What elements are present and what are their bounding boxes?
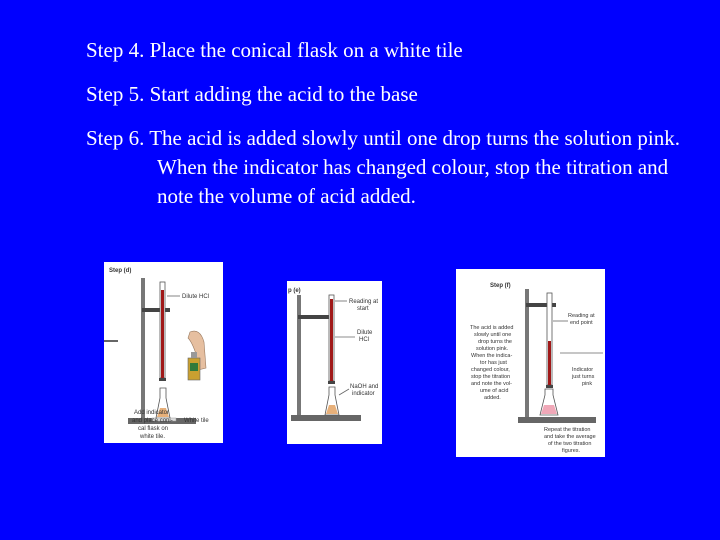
retort-stand-base (518, 417, 596, 423)
retort-stand-rod (297, 295, 301, 419)
panel2-acid-line: HCl (359, 337, 369, 343)
burette-clamp (142, 308, 170, 312)
panel3-left-line: When the indica- (471, 353, 513, 359)
step-6-text: Step 6. The acid is added slowly until one drop turns the solution pink. When the indicator has changed colour, stop the titration and note the volume of acid added. (86, 126, 680, 208)
step-4-text: Step 4. Place the conical flask on a white tile (86, 38, 463, 62)
panel1-acid-label: Dilute HCl (182, 294, 210, 300)
burette-acid (161, 290, 164, 378)
panel2-naoh-line: NaOH and (350, 384, 379, 390)
panel1-caption-line: Add indicator (134, 410, 170, 416)
titration-figure-step-f (456, 269, 605, 457)
panel3-reading-line: end point (570, 320, 593, 326)
panel2-reading-line: start (357, 306, 369, 312)
panel1-step-label: Step (d) (109, 268, 132, 274)
indicator-bottle-label (190, 363, 198, 371)
panel1-caption-line: cal flask on (138, 426, 169, 432)
burette-tap (159, 378, 166, 381)
burette-tap (546, 385, 553, 388)
panel3-left-line: drop turns the (478, 339, 512, 345)
burette-acid (548, 341, 551, 385)
panel2-acid-line: Dilute (357, 330, 373, 336)
titration-figure-step-d (104, 262, 223, 443)
panel1-caption-line: and place coni- (132, 418, 173, 424)
panel3-left-line: changed colour, (471, 367, 510, 373)
titration-figure-step-e (287, 281, 382, 444)
panel3-indicator-line: Indicator (572, 367, 594, 373)
burette-acid (330, 299, 333, 381)
panel1-tile-label: White tile (184, 418, 209, 424)
panel3-step-label: Step (f) (490, 283, 511, 289)
burette-tap (328, 381, 335, 384)
panel3-bottom-line: Repeat the titration (544, 427, 591, 433)
panel3-bottom-line: and take the average (544, 434, 596, 440)
panel3-bottom-line: of the two titration (548, 441, 592, 447)
instruction-steps (86, 36, 706, 226)
panel1-caption-line: white tile. (140, 434, 166, 440)
panel3-left-line: added. (484, 395, 501, 401)
panel3-left-line: slowly until one (474, 332, 512, 338)
panel2-step-label: p (e) (288, 288, 301, 294)
panel3-left-line: ume of acid (480, 388, 509, 394)
panel3-indicator-line: pink (582, 381, 593, 387)
step-5-text: Step 5. Start adding the acid to the base (86, 82, 418, 106)
panel3-left-line: solution pink. (476, 346, 509, 352)
panel3-bottom-line: figures. (562, 448, 581, 454)
panel3-left-line: stop the titration (471, 374, 511, 380)
retort-stand-base (291, 415, 361, 421)
panel3-left-line: The acid is added (470, 325, 514, 331)
panel3-reading-line: Reading at (568, 313, 595, 319)
panel3-indicator-line: just turns (572, 374, 595, 380)
panel2-naoh-line: indicator (352, 391, 375, 397)
retort-stand-rod (525, 289, 529, 421)
panel3-left-line: tor has just (480, 360, 507, 366)
panel3-left-line: and note the vol- (471, 381, 512, 387)
retort-stand-rod (141, 278, 145, 420)
panel2-reading-line: Reading at (349, 299, 379, 305)
